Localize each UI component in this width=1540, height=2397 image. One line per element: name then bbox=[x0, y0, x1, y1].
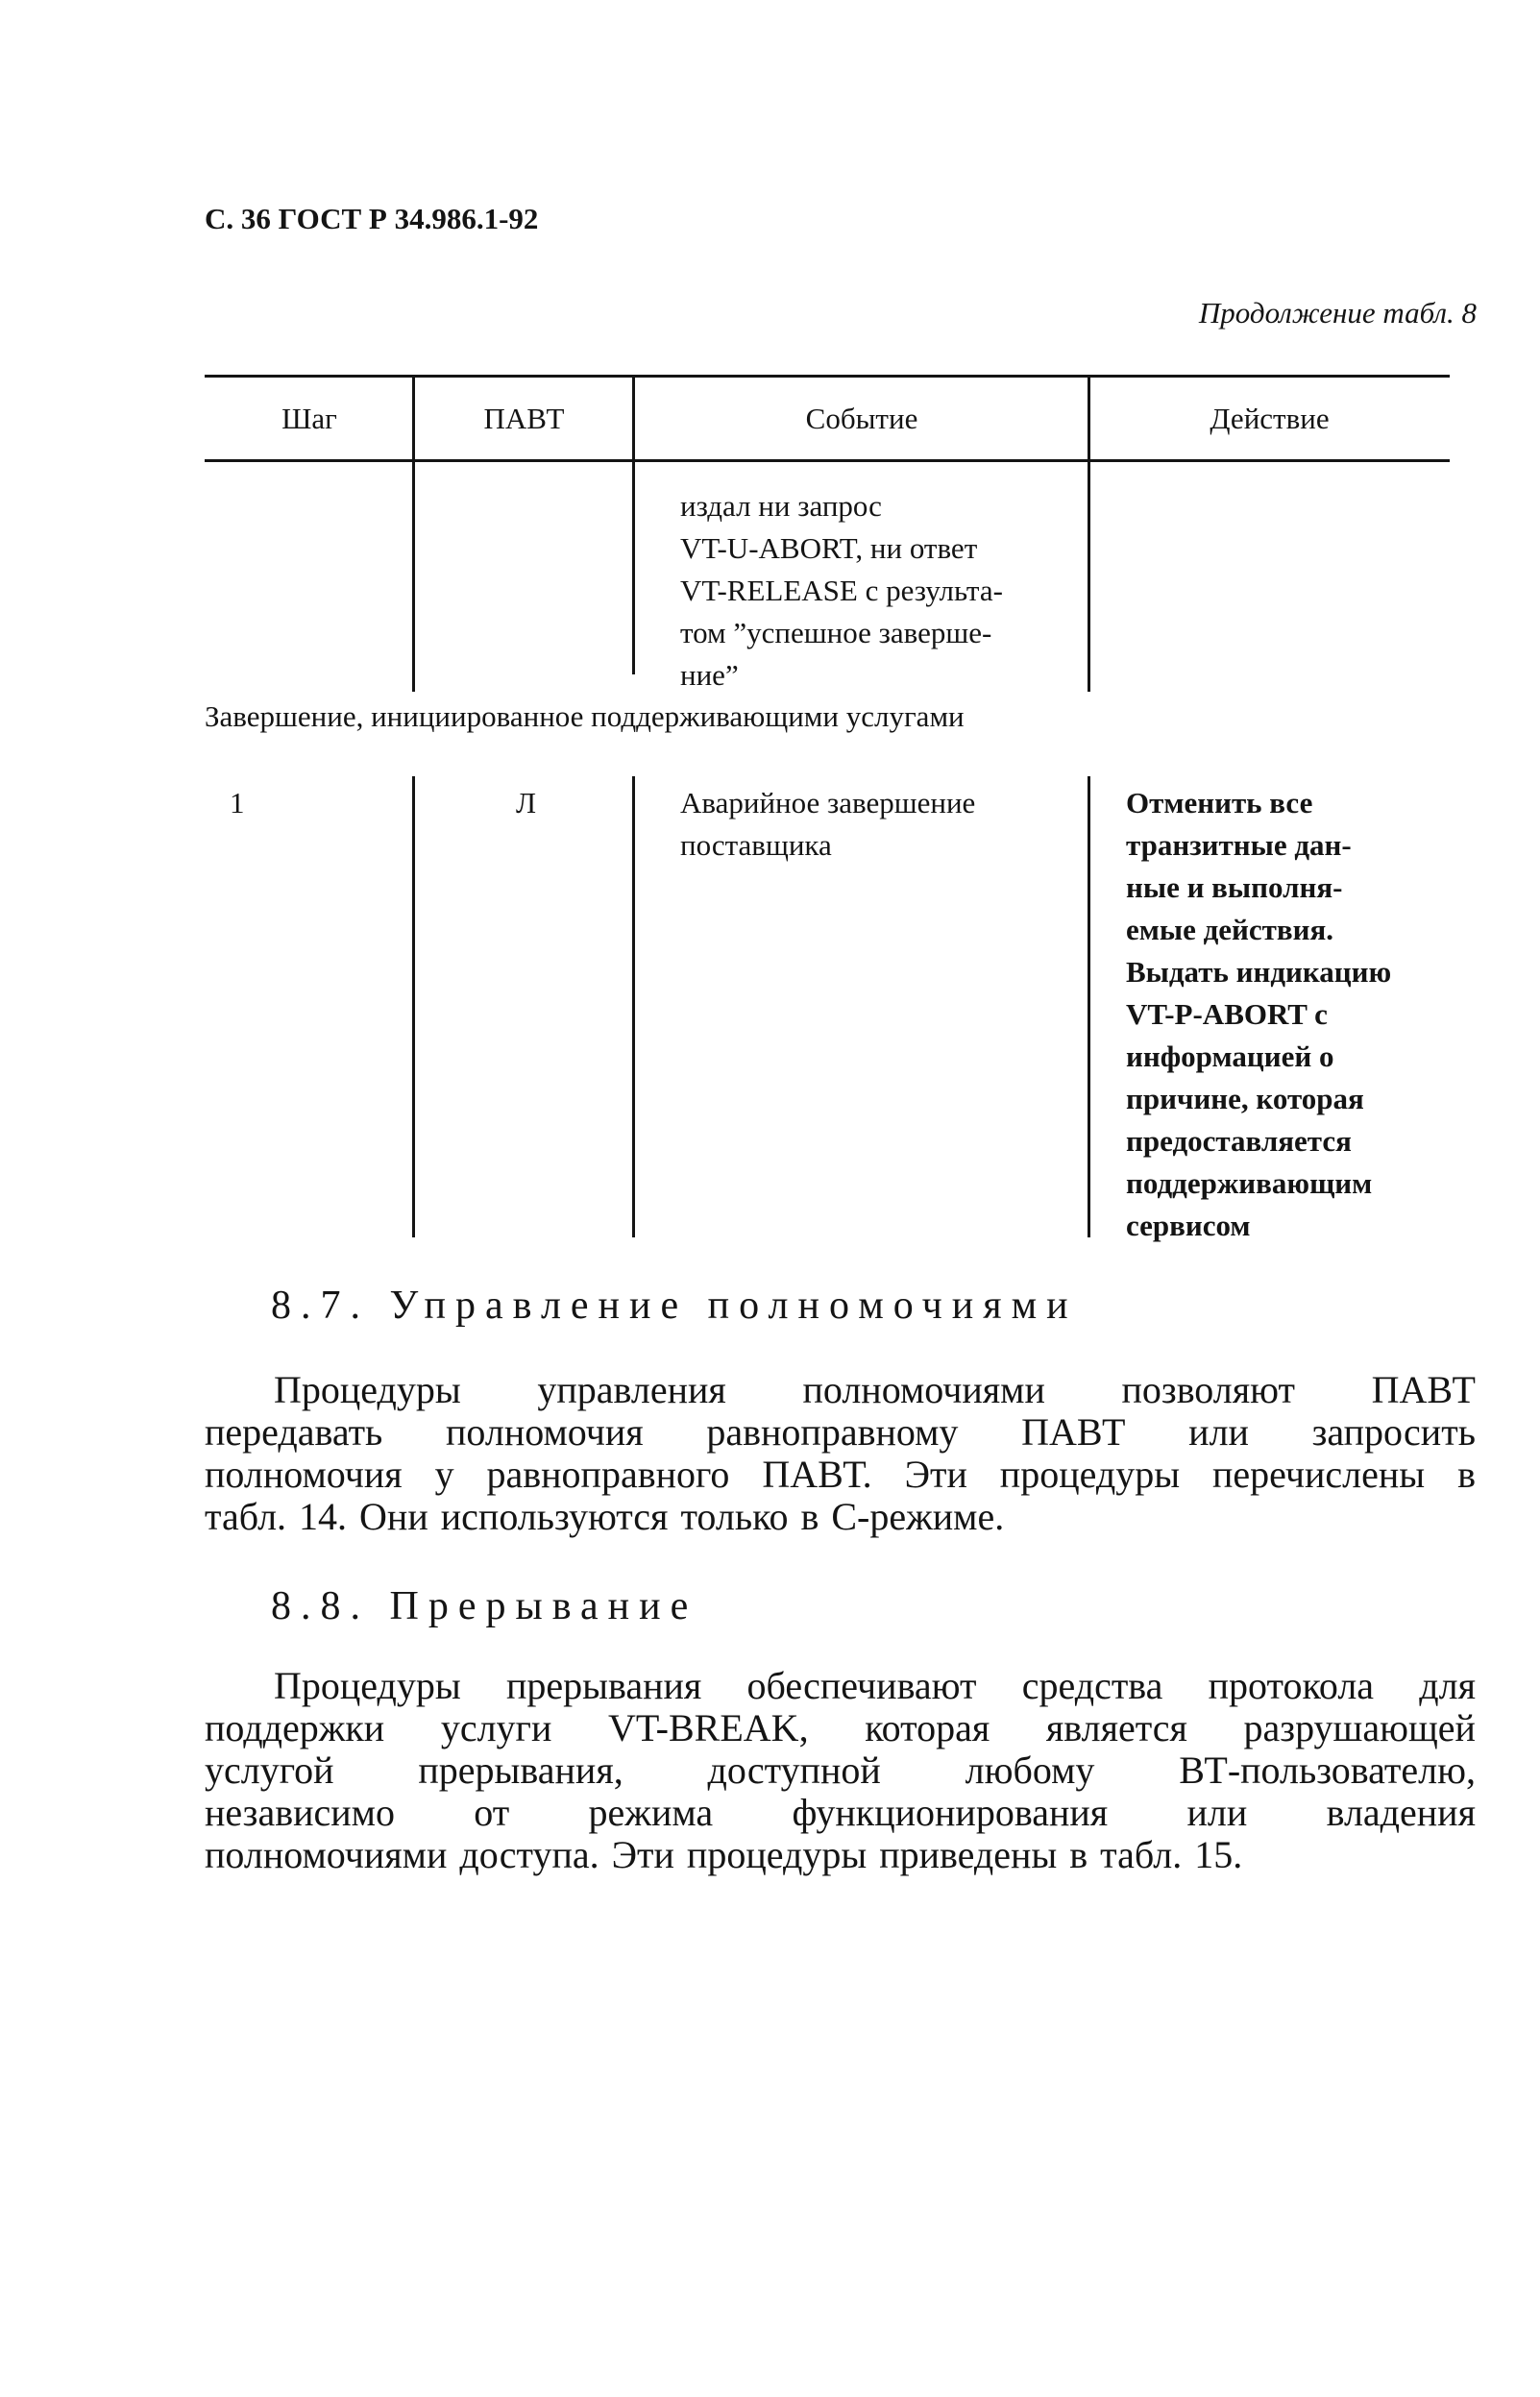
word: процедуры bbox=[686, 1833, 868, 1876]
action-line: ные и выполня- bbox=[1126, 870, 1343, 904]
continued-event-cell bbox=[680, 485, 1003, 697]
paragraph-line bbox=[205, 1834, 1476, 1876]
word: режима bbox=[588, 1791, 714, 1834]
word: позволяют bbox=[1121, 1368, 1295, 1411]
action-line: предоставляется bbox=[1126, 1124, 1352, 1158]
word: от bbox=[474, 1791, 510, 1834]
paragraph-line bbox=[205, 1411, 1476, 1454]
column-header-pavt: ПАВТ bbox=[483, 402, 565, 435]
word: прерывания, bbox=[418, 1749, 623, 1792]
event-line: издал ни запрос bbox=[680, 489, 882, 523]
word: любому bbox=[965, 1749, 1095, 1792]
word: для bbox=[1419, 1664, 1476, 1707]
word: 14. bbox=[299, 1495, 348, 1538]
paragraph-line bbox=[205, 1665, 1476, 1707]
paragraph-line bbox=[205, 1707, 1476, 1749]
word: или bbox=[1188, 1410, 1249, 1454]
page-header: С. 36 ГОСТ Р 34.986.1-92 bbox=[205, 202, 539, 235]
word: полномочиями bbox=[205, 1833, 448, 1876]
word: Эти bbox=[611, 1833, 674, 1876]
event-line: Аварийное завершение bbox=[680, 786, 976, 819]
word: полномочиями bbox=[802, 1368, 1045, 1411]
paragraph-line bbox=[205, 1496, 1476, 1538]
column-header-step: Шаг bbox=[281, 402, 337, 435]
action-line: VT-P-ABORT с bbox=[1126, 997, 1328, 1031]
column-divider bbox=[1088, 377, 1090, 459]
word: VT-BREAK, bbox=[608, 1706, 809, 1749]
column-divider bbox=[412, 461, 415, 692]
word: в bbox=[800, 1495, 819, 1538]
word: Процедуры bbox=[274, 1368, 461, 1411]
word: у bbox=[434, 1453, 454, 1496]
word: ПАВТ. bbox=[762, 1453, 872, 1496]
row1-step-cell: 1 bbox=[230, 786, 245, 819]
word: полномочия bbox=[445, 1410, 644, 1454]
word: или bbox=[1186, 1791, 1248, 1834]
word: владения bbox=[1326, 1791, 1476, 1834]
word: средства bbox=[1021, 1664, 1163, 1707]
row1-action-cell bbox=[1126, 782, 1391, 1247]
event-line: ние” bbox=[680, 658, 739, 692]
word: Они bbox=[359, 1495, 428, 1538]
column-header-action: Действие bbox=[1210, 402, 1330, 435]
word: обеспечивают bbox=[746, 1664, 977, 1707]
event-line: VT-U-ABORT, ни ответ bbox=[680, 531, 978, 565]
word: 15. bbox=[1194, 1833, 1243, 1876]
word: которая bbox=[865, 1706, 990, 1749]
section-8-7-title: 8.7. Управление полномочиями bbox=[271, 1284, 1078, 1328]
word: доступа. bbox=[459, 1833, 599, 1876]
action-line: Выдать индикацию bbox=[1126, 955, 1392, 989]
word: ПАВТ bbox=[1371, 1368, 1476, 1411]
word: используются bbox=[440, 1495, 669, 1538]
table-header-rule bbox=[205, 459, 1450, 462]
paragraph-line bbox=[205, 1369, 1476, 1411]
action-line: сервисом bbox=[1126, 1209, 1251, 1242]
column-divider bbox=[412, 377, 415, 459]
word: передавать bbox=[205, 1410, 383, 1454]
word: перечислены bbox=[1211, 1453, 1426, 1496]
paragraph-line bbox=[205, 1749, 1476, 1792]
column-divider bbox=[632, 776, 635, 1237]
table-top-rule bbox=[205, 375, 1450, 378]
row1-event-cell bbox=[680, 782, 975, 867]
paragraph-line bbox=[205, 1792, 1476, 1834]
word: прерывания bbox=[505, 1664, 702, 1707]
word: только bbox=[680, 1495, 789, 1538]
column-divider bbox=[632, 461, 635, 674]
word: функционирования bbox=[792, 1791, 1109, 1834]
column-header-event: Событие bbox=[805, 402, 918, 435]
section-8-7-paragraph bbox=[205, 1369, 1476, 1538]
word: управления bbox=[537, 1368, 726, 1411]
word: разрушающей bbox=[1243, 1706, 1476, 1749]
event-line: поставщика bbox=[680, 828, 832, 862]
word: Эти bbox=[904, 1453, 967, 1496]
action-line: информацией о bbox=[1126, 1040, 1334, 1073]
word: доступной bbox=[707, 1749, 881, 1792]
word: ПАВТ bbox=[1021, 1410, 1126, 1454]
section-8-8-paragraph bbox=[205, 1665, 1476, 1876]
row1-pavt-cell: Л bbox=[516, 786, 537, 819]
column-divider bbox=[1088, 461, 1090, 692]
word: протокола bbox=[1208, 1664, 1375, 1707]
column-divider bbox=[632, 377, 635, 459]
action-line: емые действия. bbox=[1126, 913, 1334, 946]
word: услуги bbox=[440, 1706, 552, 1749]
word: является bbox=[1045, 1706, 1187, 1749]
action-line: причине, которая bbox=[1126, 1082, 1364, 1115]
column-divider bbox=[1088, 776, 1090, 1237]
word: поддержки bbox=[205, 1706, 385, 1749]
word: услугой bbox=[205, 1749, 334, 1792]
word: Процедуры bbox=[274, 1664, 461, 1707]
action-line: транзитные дан- bbox=[1126, 828, 1352, 862]
word: приведены bbox=[879, 1833, 1058, 1876]
column-divider bbox=[412, 776, 415, 1237]
word: равноправному bbox=[706, 1410, 959, 1454]
word: полномочия bbox=[205, 1453, 403, 1496]
action-line: Отменить все bbox=[1126, 786, 1313, 819]
action-line: поддерживающим bbox=[1126, 1166, 1373, 1200]
word: в bbox=[1069, 1833, 1088, 1876]
word: в bbox=[1457, 1453, 1476, 1496]
section-8-8-title: 8.8. Прерывание bbox=[271, 1584, 698, 1628]
word: процедуры bbox=[999, 1453, 1181, 1496]
word: равноправного bbox=[486, 1453, 730, 1496]
paragraph-line bbox=[205, 1454, 1476, 1496]
event-line: VT-RELEASE с результа- bbox=[680, 574, 1003, 607]
word: независимо bbox=[205, 1791, 395, 1834]
table-section-label: Завершение, инициированное поддерживающими услугами bbox=[205, 699, 965, 733]
word: С-режиме. bbox=[831, 1495, 1005, 1538]
event-line: том ”успешное заверше- bbox=[680, 616, 992, 649]
word: табл. bbox=[205, 1495, 287, 1538]
table-continuation-label: Продолжение табл. 8 bbox=[1198, 296, 1477, 330]
word: ВТ-пользователю, bbox=[1179, 1749, 1476, 1792]
word: табл. bbox=[1100, 1833, 1183, 1876]
word: запросить bbox=[1311, 1410, 1476, 1454]
